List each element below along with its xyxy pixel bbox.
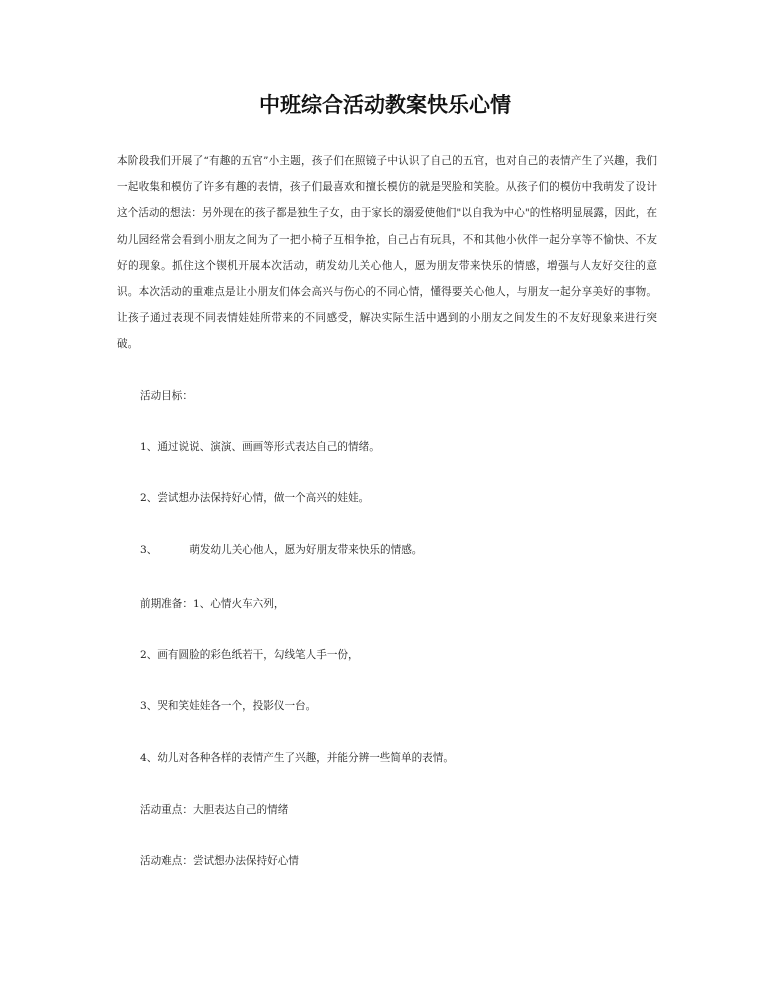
goal-item-1: 1、通过说说、演演、画画等形式表达自己的情绪。 (140, 441, 380, 453)
goal-item-3 (140, 543, 422, 557)
document-title: 中班综合活动教案快乐心情 (259, 92, 511, 117)
prep-item-4: 4、幼儿对各种各样的表情产生了兴趣，并能分辨一些简单的表情。 (140, 752, 454, 764)
goal-item-3-text: 萌发幼儿关心他人，愿为好朋友带来快乐的情感。 (189, 544, 423, 556)
prep-item-2: 2、画有圆脸的彩色纸若干，勾线笔人手一份， (140, 649, 359, 661)
intro-paragraph: 本阶段我们开展了“有趣的五官”小主题，孩子们在照镜子中认识了自己的五官，也对自己的表情产生了兴趣，我们一起收集和模仿了许多有趣的表情，孩子们最喜欢和擅长模仿的就是哭脸和笑脸。从孩子们的模仿中我萌发了设计这个活动的想法：另外现在的孩子都是独生子女，由于家长的溺爱使他们"以自我为中心"的性格明显展露，因此，在幼儿园经常会看到小朋友之间为了一把小椅子互相争抢，自己占有玩具，不和其他小伙伴一起分享等不愉快、不友好的现象。抓住这个锲机开展本次活动，萌发幼儿关心他人，愿为朋友带来快乐的情感，增强与人友好交往的意识。本次活动的重难点是让小朋友们体会高兴与伤心的不同心情，懂得要关心他人，与朋友一起分享美好的事物。让孩子通过表现不同表情娃娃所带来的不同感受，解决实际生活中遇到的小朋友之间发生的不友好现象来进行突破。 (117, 155, 657, 351)
difficulty-point: 活动难点：尝试想办法保持好心情 (140, 855, 299, 867)
goal-item-2: 2、尝试想办法保持好心情，做一个高兴的娃娃。 (140, 492, 370, 504)
prep-item-3: 3、哭和笑娃娃各一个，投影仪一台。 (140, 700, 317, 712)
goal-item-3-number: 3、 (140, 544, 158, 556)
prep-item-1: 前期准备：1、心情火车六列， (140, 598, 285, 610)
key-point: 活动重点：大胆表达自己的情绪 (140, 804, 289, 816)
goals-heading: 活动目标： (140, 390, 193, 402)
